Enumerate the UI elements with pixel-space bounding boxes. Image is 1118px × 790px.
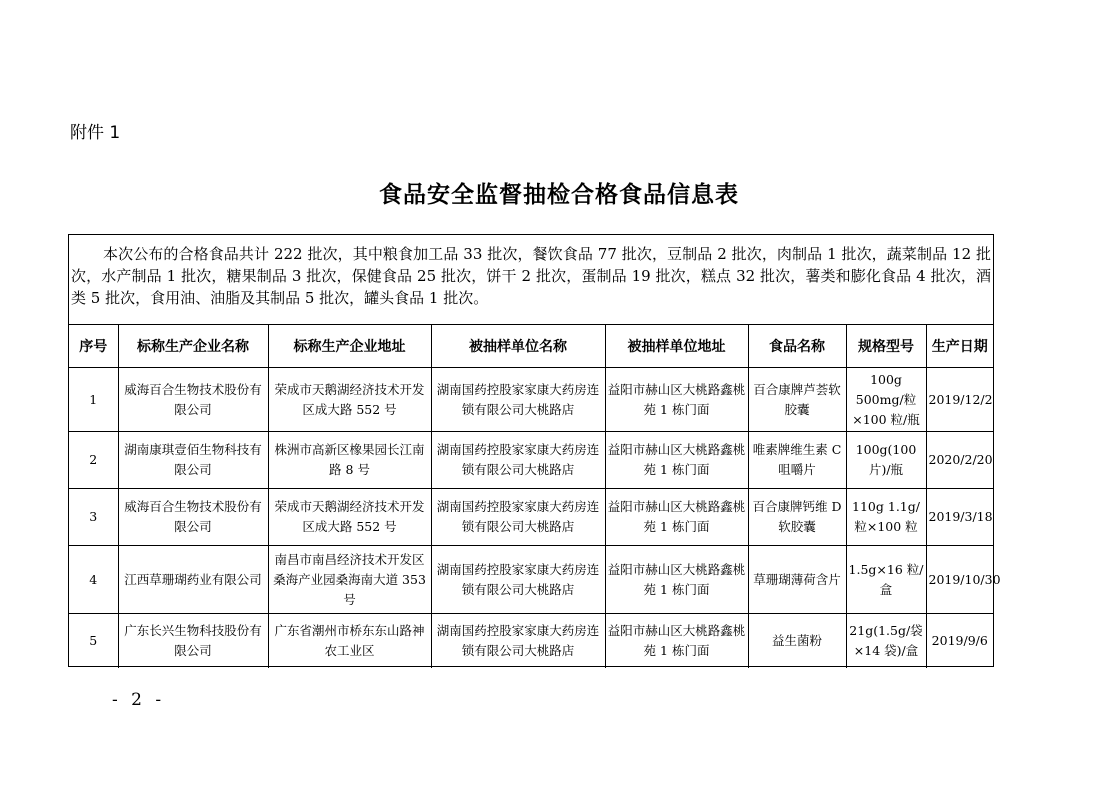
cell-production-date: 2020/2/20: [926, 432, 993, 489]
cell-food-name: 百合康牌钙维 D 软胶囊: [748, 489, 846, 546]
cell-sampled-unit-address: 益阳市赫山区大桃路鑫桃苑 1 栋门面: [605, 489, 748, 546]
cell-sampled-unit-name: 湖南国药控股家家康大药房连锁有限公司大桃路店: [431, 614, 605, 668]
cell-production-date: 2019/3/18: [926, 489, 993, 546]
cell-sampled-unit-address: 益阳市赫山区大桃路鑫桃苑 1 栋门面: [605, 368, 748, 432]
cell-manufacturer-name: 威海百合生物技术股份有限公司: [118, 489, 268, 546]
cell-manufacturer-name: 江西草珊瑚药业有限公司: [118, 546, 268, 614]
cell-sampled-unit-address: 益阳市赫山区大桃路鑫桃苑 1 栋门面: [605, 614, 748, 668]
cell-production-date: 2019/10/30: [926, 546, 993, 614]
summary-paragraph: 本次公布的合格食品共计 222 批次，其中粮食加工品 33 批次，餐饮食品 77 批次，豆制品 2 批次，肉制品 1 批次，蔬菜制品 12 批次，水产制品 1 批次，糖果制品 3 批次，保健食品 25 批次，饼干 2 批次，蛋制品 19 批次，糕点 32 批次，薯类和膨化食品 4 批次，酒类 5 批次，食用油、油脂及其制品 5 批次，罐头食品 1 批次。: [71, 245, 991, 307]
cell-food-name: 草珊瑚薄荷含片: [748, 546, 846, 614]
cell-production-date: 2019/12/2: [926, 368, 993, 432]
cell-manufacturer-name: 湖南康琪壹佰生物科技有限公司: [118, 432, 268, 489]
header-manufacturer-name: 标称生产企业名称: [118, 325, 268, 368]
header-production-date: 生产日期: [926, 325, 993, 368]
cell-manufacturer-name: 广东长兴生物科技股份有限公司: [118, 614, 268, 668]
cell-specification: 100g(100 片)/瓶: [846, 432, 926, 489]
header-sampled-unit-address: 被抽样单位地址: [605, 325, 748, 368]
cell-food-name: 百合康牌芦荟软胶囊: [748, 368, 846, 432]
header-food-name: 食品名称: [748, 325, 846, 368]
cell-index: 1: [69, 368, 118, 432]
cell-index: 3: [69, 489, 118, 546]
table-frame: [68, 234, 1001, 667]
cell-manufacturer-address: 株洲市高新区橡果园长江南路 8 号: [268, 432, 431, 489]
table-row: [69, 614, 993, 668]
table-row: [69, 546, 993, 614]
cell-specification: 21g(1.5g/袋×14 袋)/盒: [846, 614, 926, 668]
cell-manufacturer-address: 荣成市天鹅湖经济技术开发区成大路 552 号: [268, 489, 431, 546]
cell-specification: 100g 500mg/粒×100 粒/瓶: [846, 368, 926, 432]
cell-food-name: 益生菌粉: [748, 614, 846, 668]
header-specification: 规格型号: [846, 325, 926, 368]
cell-sampled-unit-address: 益阳市赫山区大桃路鑫桃苑 1 栋门面: [605, 432, 748, 489]
table-row: [69, 432, 993, 489]
cell-manufacturer-address: 广东省潮州市桥东东山路神农工业区: [268, 614, 431, 668]
table-row: [69, 368, 993, 432]
cell-food-name: 唯素牌维生素 C 咀嚼片: [748, 432, 846, 489]
cell-sampled-unit-name: 湖南国药控股家家康大药房连锁有限公司大桃路店: [431, 432, 605, 489]
cell-sampled-unit-name: 湖南国药控股家家康大药房连锁有限公司大桃路店: [431, 368, 605, 432]
header-index: 序号: [69, 325, 118, 368]
cell-index: 4: [69, 546, 118, 614]
cell-specification: 1.5g×16 粒/盒: [846, 546, 926, 614]
inspection-table: [69, 324, 1001, 668]
cell-index: 2: [69, 432, 118, 489]
cell-production-date: 2019/9/6: [926, 614, 993, 668]
cell-specification: 110g 1.1g/粒×100 粒: [846, 489, 926, 546]
table-header-row: [69, 325, 993, 368]
cell-index: 5: [69, 614, 118, 668]
cell-manufacturer-address: 南昌市南昌经济技术开发区桑海产业园桑海南大道 353 号: [268, 546, 431, 614]
header-sampled-unit-name: 被抽样单位名称: [431, 325, 605, 368]
cell-sampled-unit-name: 湖南国药控股家家康大药房连锁有限公司大桃路店: [431, 489, 605, 546]
table-row: [69, 489, 993, 546]
page-title: 食品安全监督抽检合格食品信息表: [379, 182, 739, 208]
page-number: - 2 -: [112, 690, 166, 710]
cell-manufacturer-address: 荣成市天鹅湖经济技术开发区成大路 552 号: [268, 368, 431, 432]
header-manufacturer-address: 标称生产企业地址: [268, 325, 431, 368]
attachment-label: 附件 1: [70, 123, 121, 143]
cell-manufacturer-name: 威海百合生物技术股份有限公司: [118, 368, 268, 432]
cell-sampled-unit-name: 湖南国药控股家家康大药房连锁有限公司大桃路店: [431, 546, 605, 614]
cell-sampled-unit-address: 益阳市赫山区大桃路鑫桃苑 1 栋门面: [605, 546, 748, 614]
